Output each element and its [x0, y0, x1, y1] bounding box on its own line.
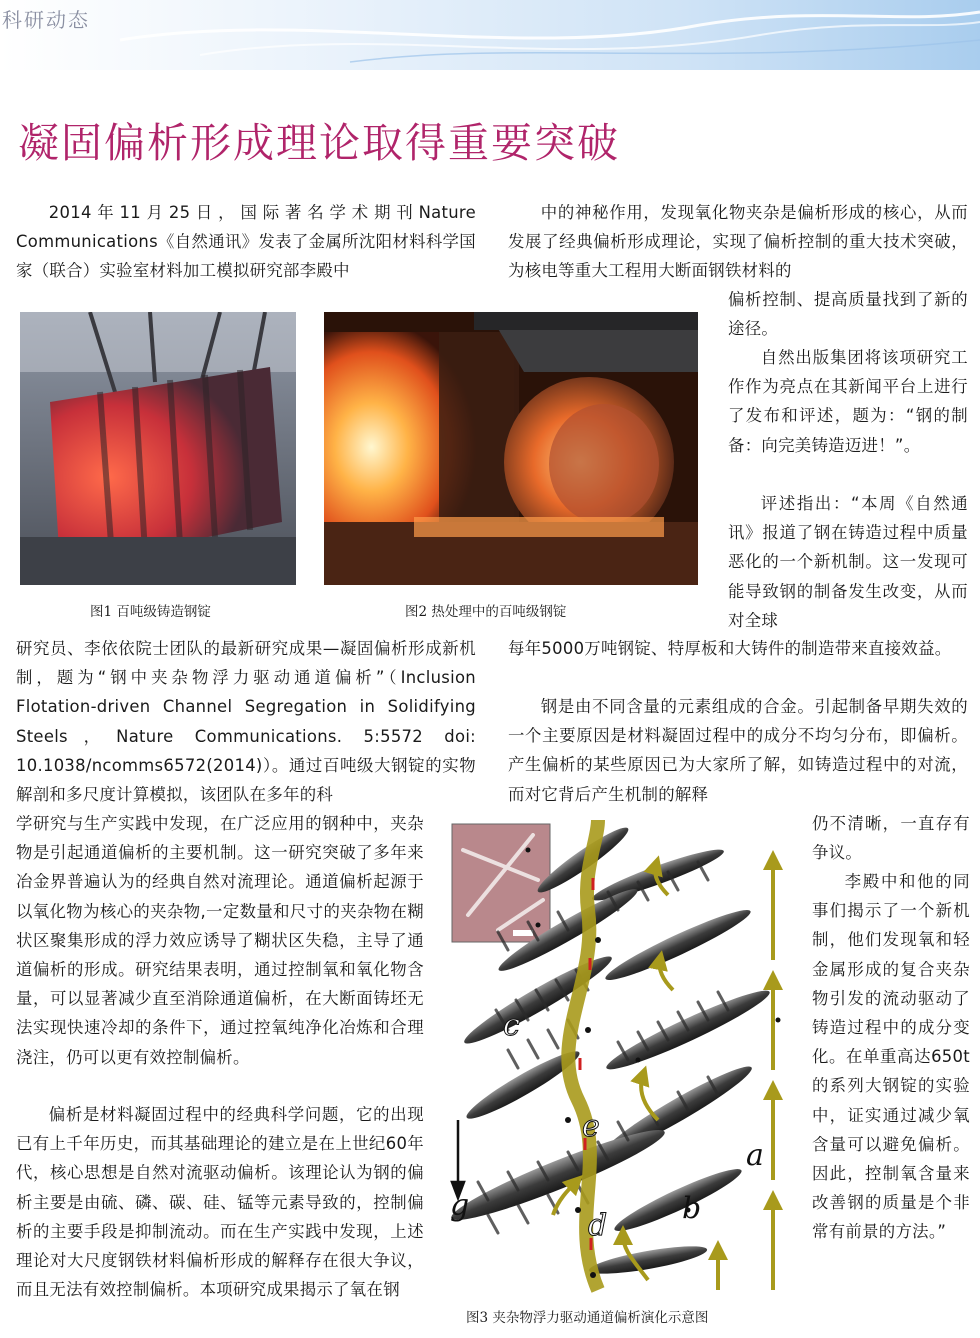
- article-paragraph: 研究员、李依依院士团队的最新研究成果—凝固偏析形成新机制，题为“钢中夹杂物浮力驱动通道偏析”（Inclusion Flotation-driven Channel Segregation in Solidifying Steels，Nature Communications. 5:5572 doi: 10.1038/ncomms6572(2014)）。通过百吨级大钢锭的实物解剖和多尺度计算模拟，该团队在多年的科: [16, 639, 476, 805]
- article-paragraph: 仍不清晰，一直存有争议。: [812, 814, 970, 863]
- article-paragraph: 偏析是材料凝固过程中的经典科学问题，它的出现已有上千年历史，而其基础理论的建立是在上世纪60年代，核心思想是自然对流驱动偏析。该理论认为钢的偏析主要是由硫、磷、碳、硅、锰等元素导致的，控制偏析的主要手段是抑制流动。而在生产实践中发现，上述理论对大尺度钢铁材料偏析形成的解释存在很大争议，而且无法有效控制偏析。本项研究成果揭示了氧在钢: [16, 1105, 424, 1300]
- article-paragraph: 钢是由不同含量的元素组成的合金。引起制备早期失效的一个主要原因是材料凝固过程中的成分不均匀分布，即偏析。产生偏析的某些原因已为大家所了解，如铸造过程中的对流，而对它背后产生机制的解释: [508, 697, 968, 804]
- article-title: 凝固偏析形成理论取得重要突破: [18, 119, 620, 167]
- fig3-label-g: g: [450, 1188, 470, 1223]
- fig3-label-b: b: [682, 1191, 702, 1226]
- section-label: 科研动态: [2, 8, 90, 32]
- fig3-label-c: c: [503, 1008, 520, 1043]
- header-wave-band: [0, 0, 980, 70]
- article-paragraph: 学研究与生产实践中发现，在广泛应用的钢种中，夹杂物是引起通道偏析的主要机制。这一研究突破了多年来冶金界普遍认为的经典自然对流理论。通道偏析起源于以氧化物为核心的夹杂物,一定数量和尺寸的夹杂物在糊状区聚集形成的浮力效应诱导了糊状区失稳，主导了通道偏析的形成。研究结果表明，通过控制氧和氧化物含量，可以显著减少直至消除通道偏析，在大断面铸坯无法实现快速冷却的条件下，通过控氧纯净化冶炼和合理浇注，仍可以更有效控制偏析。: [16, 814, 424, 1067]
- article-paragraph: 自然出版集团将该项研究工作作为亮点在其新闻平台上进行了发布和评述，题为：“钢的制备：向完美铸造迈进！”。: [728, 348, 968, 455]
- figure-2-caption: 图2 热处理中的百吨级钢锭: [405, 604, 567, 620]
- article-paragraph: 2014年11月25日，国际著名学术期刊Nature Communications《自然通讯》发表了金属所沈阳材料科学国家（联合）实验室材料加工模拟研究部李殿中: [16, 203, 476, 281]
- figure-2-photo: [324, 312, 698, 585]
- figure-1-photo: [20, 312, 296, 585]
- figure-3-diagram: [448, 820, 804, 1298]
- figure-1-caption: 图1 百吨级铸造钢锭: [90, 604, 211, 620]
- fig3-label-a: a: [746, 1138, 764, 1173]
- fig3-label-d: d: [588, 1208, 608, 1243]
- article-paragraph: 每年5000万吨钢锭、特厚板和大铸件的制造带来直接效益。: [508, 639, 952, 658]
- article-paragraph: 中的神秘作用，发现氧化物夹杂是偏析形成的核心，从而发展了经典偏析形成理论，实现了偏析控制的重大技术突破，为核电等重大工程用大断面钢铁材料的: [508, 203, 968, 281]
- fig3-label-e: e: [582, 1109, 600, 1144]
- article-paragraph: 李殿中和他的同事们揭示了一个新机制，他们发现氧和轻金属形成的复合夹杂物引发的流动驱动了铸造过程中的成分变化。在单重高达650t的系列大钢锭的实验中，证实通过减少氧含量可以避免偏析。因此，控制氧含量来改善钢的质量是个非常有前景的方法。”: [812, 872, 970, 1242]
- article-paragraph: 评述指出：“本周《自然通讯》报道了钢在铸造过程中质量恶化的一个新机制。这一发现可能导致钢的制备发生改变，从而对全球: [728, 494, 968, 630]
- article-paragraph: 偏析控制、提高质量找到了新的途径。: [728, 290, 968, 339]
- figure-3-caption: 图3 夹杂物浮力驱动通道偏析演化示意图: [466, 1310, 709, 1326]
